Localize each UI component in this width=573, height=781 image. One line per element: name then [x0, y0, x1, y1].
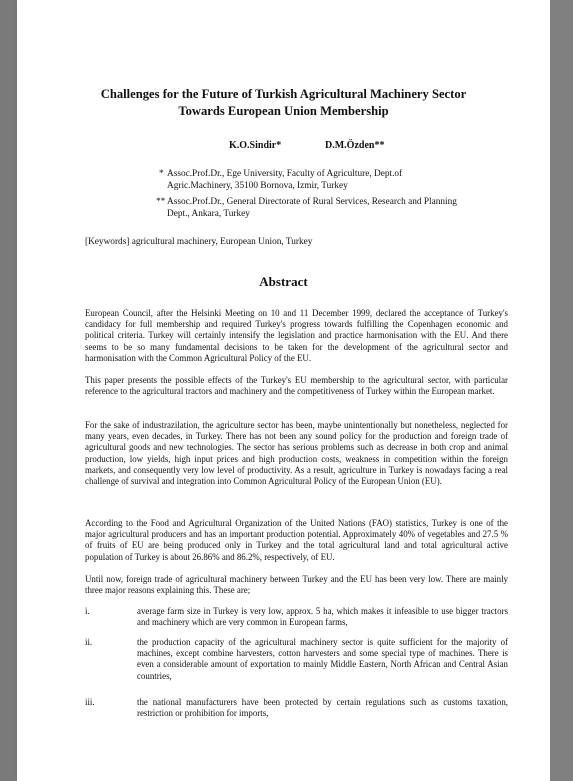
- abstract-heading: Abstract: [259, 274, 308, 289]
- affiliation-1-mark: *: [159, 169, 164, 179]
- list-item-text: average farm size in Turkey is very low, approx. 5 ha, which makes it infeasible to use bigger tractors and machinery which are very common in European farms,: [137, 606, 508, 628]
- paper-title: [17, 86, 550, 120]
- affiliation-2: [156, 196, 457, 220]
- list-item-number: i.: [85, 606, 90, 616]
- paragraph-2: This paper presents the possible effects of the Turkey's EU membership to the agricultural sector, with particular reference to the agricultural tractors and machinery and the competitiveness of Turkey within the European market.: [85, 375, 508, 397]
- paragraph-3: For the sake of industrazilation, the agriculture sector has been, maybe unintentionally but nonetheless, neglected for many years, even decades, in Turkey. There has not been any sound policy for the production and foreign trade of agricultural goods and new technologies. The sector has serious problems such as decrease in both crop and animal production, low yields, high input prices and high production costs, weakness in competition within the foreign markets, and consequently very low level of productivity. As a result, agriculture in Turkey is nowadays facing a real challenge of survival and integration into Common Agricultural Policy of the European Union (EU).: [85, 420, 508, 487]
- title-line-1: Challenges for the Future of Turkish Agricultural Machinery Sector: [100, 87, 467, 101]
- title-line-2: Towards European Union Membership: [178, 104, 389, 118]
- affiliation-2-mark: **: [156, 197, 166, 207]
- viewer-scrollbar[interactable]: [550, 0, 573, 781]
- affiliation-1: [159, 168, 457, 192]
- list-item-text: the production capacity of the agricultural machinery sector is quite sufficient for the majority of machines, except combine harvesters, cotton harvesters and some special type of machines. There is even a considerable amount of exportation to mainly Middle Eastern, North African and Central Asian countries,: [137, 637, 508, 681]
- affiliation-2-text: Assoc.Prof.Dr., General Directorate of Rural Services, Research and Planning Dept., Ankara, Turkey: [167, 197, 457, 219]
- affiliation-1-text: Assoc.Prof.Dr., Ege University, Faculty of Agriculture, Dept.of Agric.Machinery, 35100 Bornova, Izmir, Turkey: [167, 169, 403, 191]
- list-item-text: the national manufacturers have been protected by certain regulations such as customs taxation, restriction or prohibition for imports,: [137, 697, 508, 719]
- list-item-number: iii.: [85, 697, 95, 707]
- document-page: [17, 0, 550, 781]
- paragraph-1: European Council, after the Helsinki Meeting on 10 and 11 December 1999, declared the acceptance of Turkey's candidacy for full membership and required Turkey's progress towards fulfilling the Copenhagen economic and political criteria. Turkey will certainly intensify the legislation and practice harmonisation with the EU. And there seems to be so many fundamental decisions to be taken for the development of the agricultural sector and harmonisation with the Common Agricultural Policy of the EU.: [85, 308, 508, 363]
- paragraph-5: Until now, foreign trade of agricultural machinery between Turkey and the EU has been very low. There are mainly three major reasons explaining this. These are;: [85, 574, 508, 596]
- paragraph-4: According to the Food and Agricultural Organization of the United Nations (FAO) statistics, Turkey is one of the major agricultural producers and has an important production potential. Approximately 40% of vegetables and 27.5 % of fruits of EU are being produced only in Turkey and the total agricultural land and total agricultural active population of Turkey is about 26.86% and 86.2%, respectively, of EU.: [85, 518, 508, 562]
- author-2: D.M.Özden**: [325, 140, 385, 151]
- author-1: K.O.Sindir*: [229, 140, 282, 151]
- keywords: [Keywords] agricultural machinery, European Union, Turkey: [85, 237, 313, 247]
- list-item-number: ii.: [85, 637, 93, 647]
